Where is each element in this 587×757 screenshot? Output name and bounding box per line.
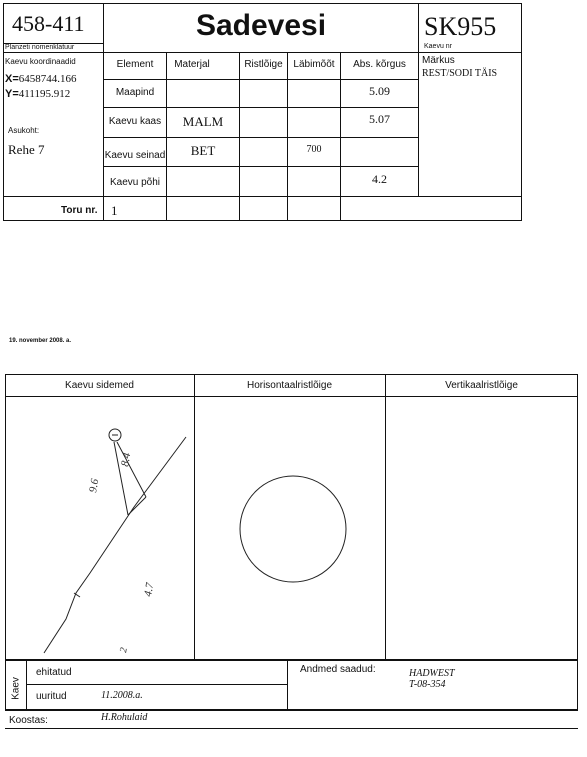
x-value: 6458744.166 [18,73,77,85]
built-label: ehitatud [36,667,72,678]
svg-text:9.6: 9.6 [87,477,102,494]
divider [3,196,522,197]
source-value-number: T-08-354 [409,679,446,690]
column-header: Materjal [174,59,210,70]
surveyed-label: uuritud [36,691,67,702]
table-cell-height: 5.09 [369,84,390,98]
divider [385,374,386,660]
divider [5,710,578,711]
connections-sketch [6,397,194,659]
pipe-value: 1 [111,203,118,218]
remarks-label: Märkus [422,55,455,66]
divider [26,660,27,710]
divider [103,166,418,167]
divider [103,79,418,80]
map-code-label: Planzeti nomenklatuur [5,44,75,51]
table-cell-material: MALM [182,114,224,129]
column-title-vertical: Vertikaalristlõige [445,380,518,391]
well-id-label: Kaevu nr [424,43,453,50]
column-header: Ristlõige [244,59,283,70]
map-code: 458-411 [12,11,85,36]
y-coordinate [5,88,70,100]
divider [3,52,522,53]
kaev-label: Kaev [10,677,22,700]
x-prefix: X= [5,73,19,85]
divider [418,3,419,196]
source-label: Andmed saadud: [300,664,376,675]
table-cell-height: 5.07 [369,112,390,126]
x-coordinate [5,73,77,85]
column-header: Läbimõõt [293,59,335,70]
date-line: 19. november 2008. a. [9,338,72,344]
composer-label: Koostas: [9,715,48,726]
divider [103,107,418,108]
y-value: 411195.912 [18,88,71,100]
column-title-connections: Kaevu sidemed [65,380,134,391]
footer-frame [5,660,578,710]
table-cell-height: 4.2 [372,172,387,186]
divider [26,684,287,685]
divider [166,52,167,221]
well-id: SK955 [424,12,497,41]
location-label: Asukoht: [8,126,40,135]
divider [5,728,578,729]
divider [194,374,195,660]
pipe-label: Toru nr. [61,205,98,216]
column-header: Abs. kõrgus [353,59,406,70]
divider [287,52,288,221]
divider [103,137,418,138]
table-cell-material: BET [190,143,216,158]
table-cell-element: Maapind [115,87,155,98]
remarks-value: REST/SODI TÄIS [422,68,498,79]
column-header: Element [116,59,154,70]
divider [239,52,240,221]
svg-text:4.7: 4.7 [142,581,157,598]
horizontal-section-circle [238,474,348,584]
svg-text:8.4: 8.4 [119,451,134,468]
svg-text:2: 2 [118,646,130,654]
table-cell-diameter: 700 [306,144,322,155]
y-prefix: Y= [5,88,19,100]
source-value-company: HADWEST [409,668,455,679]
divider [340,52,341,221]
divider [287,660,288,710]
column-title-horizontal: Horisontaalristlõige [246,380,333,391]
page-title: Sadevesi [195,9,327,42]
table-cell-element: Kaevu kaas [108,116,162,127]
composer-value: H.Rohulaid [101,712,148,723]
table-cell-element: Kaevu põhi [109,177,161,188]
location-value: Rehe 7 [8,142,45,157]
table-cell-element: Kaevu seinad [104,150,166,161]
coords-label: Kaevu koordinaadid [5,57,76,66]
surveyed-value: 11.2008.a. [101,690,143,701]
